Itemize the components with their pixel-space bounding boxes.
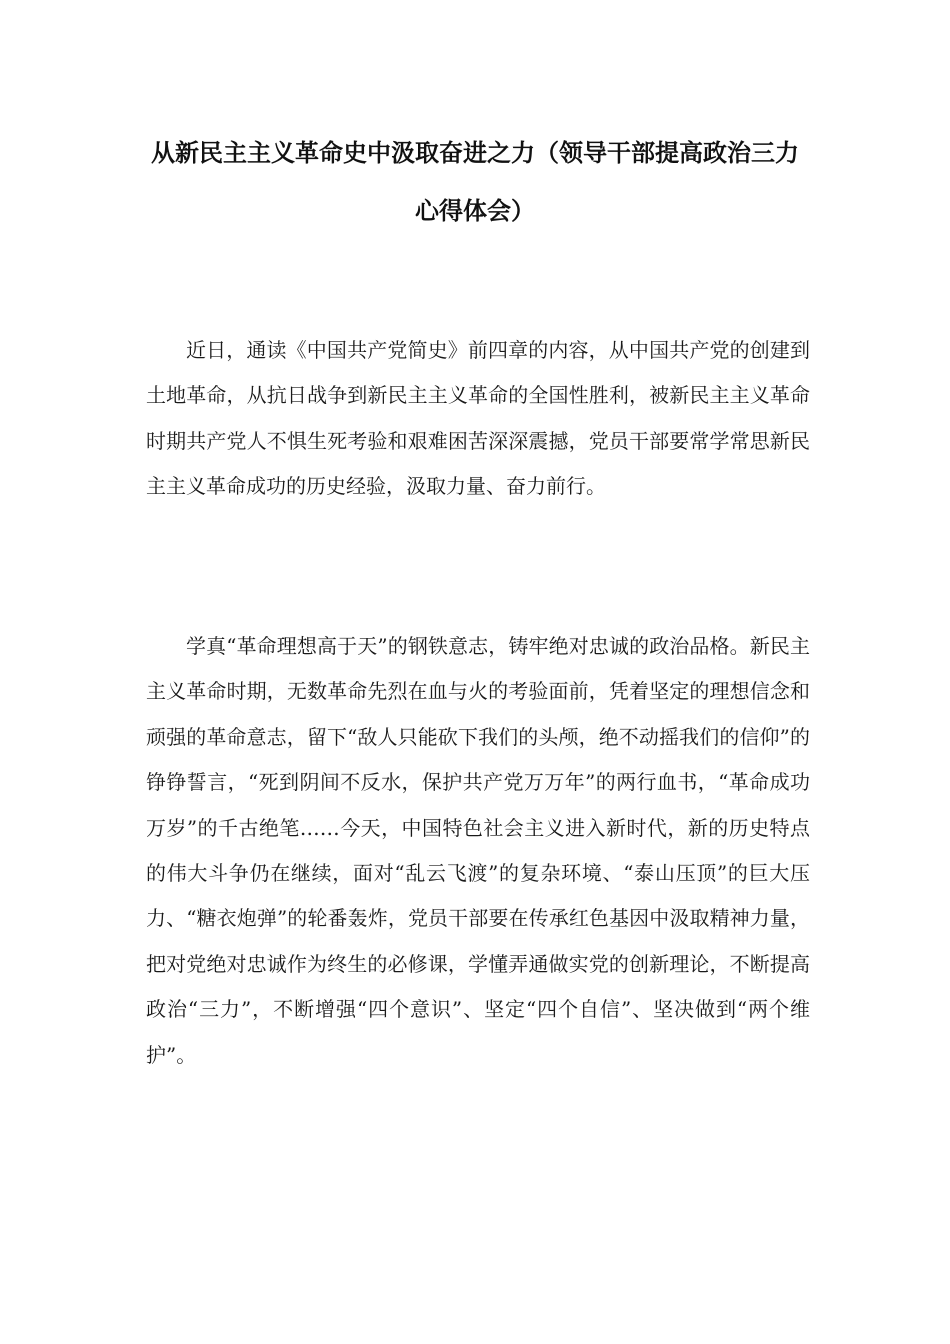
paragraph-block-2: [146, 624, 810, 1078]
body-paragraph-2: 学真“革命理想高于天”的钢铁意志，铸牢绝对忠诚的政治品格。新民主主义革命时期，无数革命先烈在血与火的考验面前，凭着坚定的理想信念和顽强的革命意志，留下“敌人只能砍下我们的头颅，绝不动摇我们的信仰”的铮铮誓言，“死到阴间不反水，保护共产党万万年”的两行血书，“革命成功万岁”的千古绝笔……今天，中国特色社会主义进入新时代，新的历史特点的伟大斗争仍在继续，面对“乱云飞渡”的复杂环境、“泰山压顶”的巨大压力、“糖衣炮弹”的轮番轰炸，党员干部要在传承红色基因中汲取精神力量，把对党绝对忠诚作为终生的必修课，学懂弄通做实党的创新理论，不断提高政治“三力”，不断增强“四个意识”、坚定“四个自信”、坚决做到“两个维护”。: [146, 634, 810, 1067]
document-title: 从新民主主义革命史中汲取奋进之力（领导干部提高政治三力心得体会）: [151, 138, 799, 225]
paragraph-block-1: [146, 328, 810, 510]
body-paragraph-1: 近日，通读《中国共产党简史》前四章的内容，从中国共产党的创建到土地革命，从抗日战争到新民主主义革命的全国性胜利，被新民主主义革命时期共产党人不惧生死考验和艰难困苦深深震撼，党员干部要常学常思新民主主义革命成功的历史经验，汲取力量、奋力前行。: [146, 338, 810, 499]
